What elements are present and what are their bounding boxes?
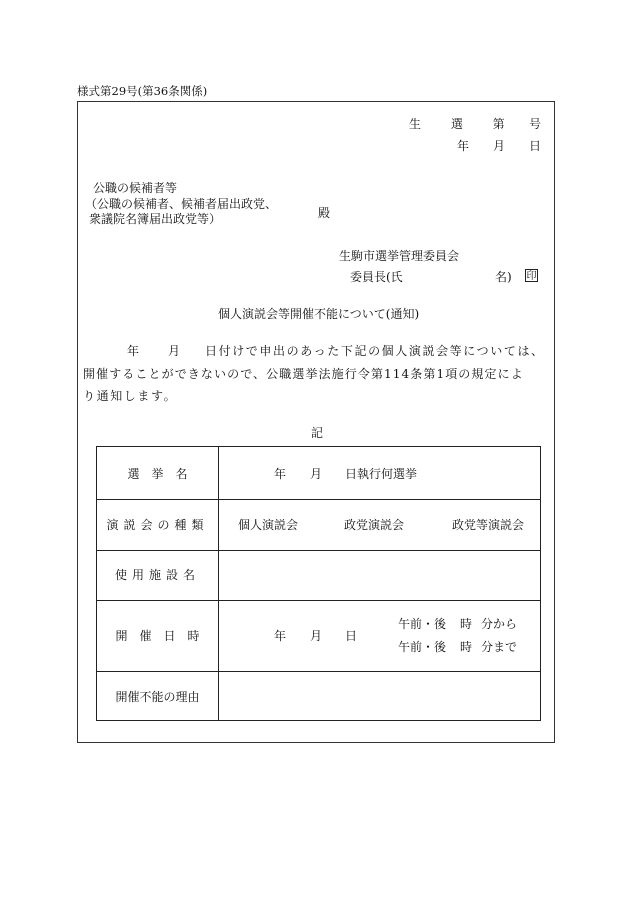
- body-line3: り通知します。: [83, 389, 178, 403]
- notice-subject: 個人演説会等開催不能について(通知): [218, 307, 420, 321]
- start-hour: 時: [460, 617, 473, 631]
- start-minute: 分から: [481, 617, 518, 631]
- meeting-type-option-party: 政党演説会: [344, 518, 405, 532]
- date-day: 日: [529, 139, 542, 153]
- table-row-divider: [97, 499, 540, 500]
- addressee-honorific: 殿: [318, 206, 331, 220]
- end-hour: 時: [460, 640, 473, 654]
- meeting-type-option-party-etc: 政党等演説会: [452, 518, 525, 532]
- row-label-datetime: 開 催 日 時: [115, 629, 200, 643]
- datetime-month: 月: [310, 629, 323, 643]
- chair-name-prefix: 委員長(氏: [350, 270, 403, 284]
- date-year: 年: [457, 139, 470, 153]
- addressee-line2: （公職の候補者、候補者届出政党、: [85, 197, 278, 211]
- row-label-election-name: 選 挙 名: [127, 467, 188, 481]
- addressee-line3: 衆議院名簿届出政党等）: [89, 212, 222, 226]
- election-month: 月: [310, 467, 323, 481]
- seal-mark: 印: [526, 271, 537, 282]
- row-label-meeting-type: 演説会の種類: [106, 518, 209, 532]
- document-number-prefix: 生 選 第: [409, 117, 518, 131]
- chair-name-suffix: 名): [495, 270, 512, 284]
- end-minute: 分まで: [481, 640, 518, 654]
- election-name-value: 日執行何選挙: [345, 467, 418, 481]
- body-year: 年: [127, 344, 140, 358]
- addressee-line1: 公職の候補者等: [93, 181, 178, 195]
- row-label-reason: 開催不能の理由: [115, 690, 200, 704]
- issuer-organization: 生駒市選挙管理委員会: [339, 249, 460, 263]
- body-line1: 日付けで申出のあった下記の個人演説会等については、: [205, 344, 545, 358]
- start-ampm: 午前・後: [398, 617, 447, 631]
- document-number-suffix: 号: [529, 117, 542, 131]
- row-label-facility: 使用施設名: [114, 568, 200, 582]
- table-row-divider: [97, 600, 540, 601]
- table-row-divider: [97, 671, 540, 672]
- date-month: 月: [493, 139, 506, 153]
- datetime-year: 年: [274, 629, 287, 643]
- body-line2: 開催することができないので、公職選挙法施行令第114条第1項の規定によ: [83, 367, 524, 381]
- form-title: 様式第29号(第36条関係): [77, 84, 208, 98]
- table-row-divider: [97, 550, 540, 551]
- body-month: 月: [168, 344, 181, 358]
- end-ampm: 午前・後: [398, 640, 447, 654]
- election-year: 年: [274, 467, 287, 481]
- meeting-type-option-individual: 個人演説会: [238, 518, 299, 532]
- ki-heading: 記: [311, 426, 324, 440]
- datetime-day: 日: [345, 629, 358, 643]
- details-table: [96, 446, 541, 721]
- table-column-divider: [218, 447, 219, 720]
